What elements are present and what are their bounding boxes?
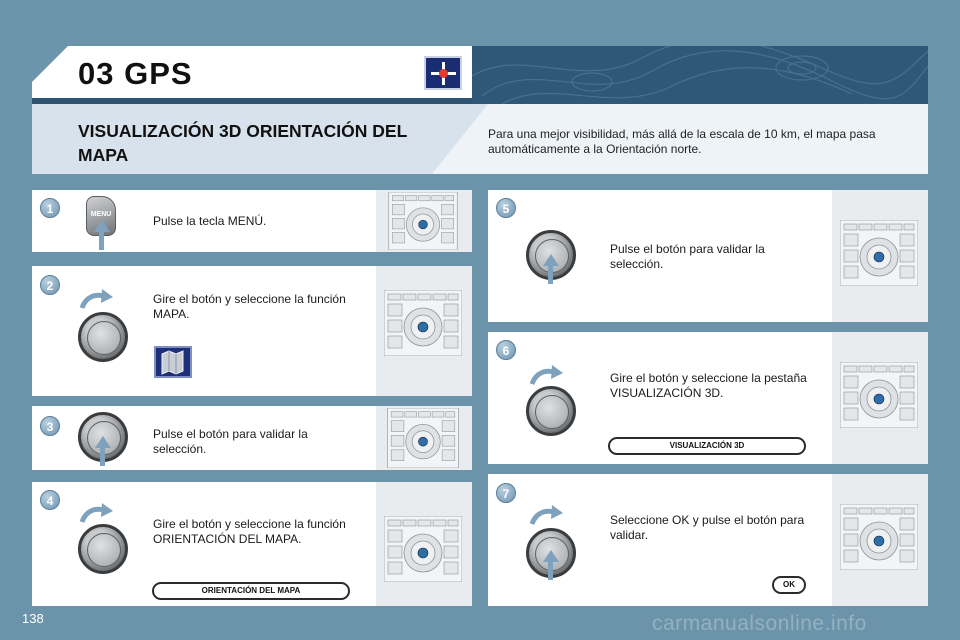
console-illustration [840,504,918,570]
step-4-badge: 4 [40,490,60,510]
push-arrow-icon [94,220,110,232]
rotate-arrow-icon [530,504,564,526]
rotate-arrow-icon [80,502,114,524]
ok-tag: OK [772,576,806,594]
step-2-badge: 2 [40,275,60,295]
push-arrow-icon [543,254,559,266]
step-4-text: Gire el botón y seleccione la función ORIENTACIÓN DEL MAPA. [153,517,346,546]
console-illustration [840,362,918,428]
push-arrow-icon [543,550,559,562]
map-function-icon [154,346,192,378]
step-6-badge: 6 [496,340,516,360]
step-5-badge: 5 [496,198,516,218]
rotary-knob-icon [526,386,576,436]
rotary-knob-icon [78,312,128,362]
step-6-text: Gire el botón y seleccione la pestaña VISUALIZACIÓN 3D. [610,371,807,400]
gps-crosshair-icon [424,56,462,90]
orientation-option-tag: ORIENTACIÓN DEL MAPA [152,582,350,600]
visualization-3d-tag: VISUALIZACIÓN 3D [608,437,806,455]
menu-key-icon: MENU [86,196,116,236]
push-arrow-icon [95,436,111,448]
step-5-text: Pulse el botón para validar la selección. [610,242,765,271]
rotate-arrow-icon [80,288,114,310]
step-7-badge: 7 [496,483,516,503]
page-title: 03 GPS [78,56,193,91]
console-illustration [384,408,462,468]
watermark: carmanualsonline.info [652,612,867,635]
step-1-text: Pulse la tecla MENÚ. [153,214,267,228]
step-3-text: Pulse el botón para validar la selección. [153,427,308,456]
intro-paragraph: Para una mejor visibilidad, más allá de la escala de 10 km, el mapa pasa automáticamente a la Orientación norte. [488,127,876,156]
header-topographic-band [472,46,928,104]
console-illustration [384,516,462,582]
page-number: 138 [22,611,44,626]
step-2-text: Gire el botón y seleccione la función MAPA. [153,292,346,321]
console-illustration [384,290,462,356]
step-1-badge: 1 [40,198,60,218]
console-illustration [840,220,918,286]
console-illustration [384,192,462,250]
section-title: VISUALIZACIÓN 3D ORIENTACIÓN DEL MAPA [78,121,407,165]
rotate-arrow-icon [530,364,564,386]
rotary-knob-icon [78,524,128,574]
step-7-text: Seleccione OK y pulse el botón para validar. [610,513,805,542]
step-3-badge: 3 [40,416,60,436]
